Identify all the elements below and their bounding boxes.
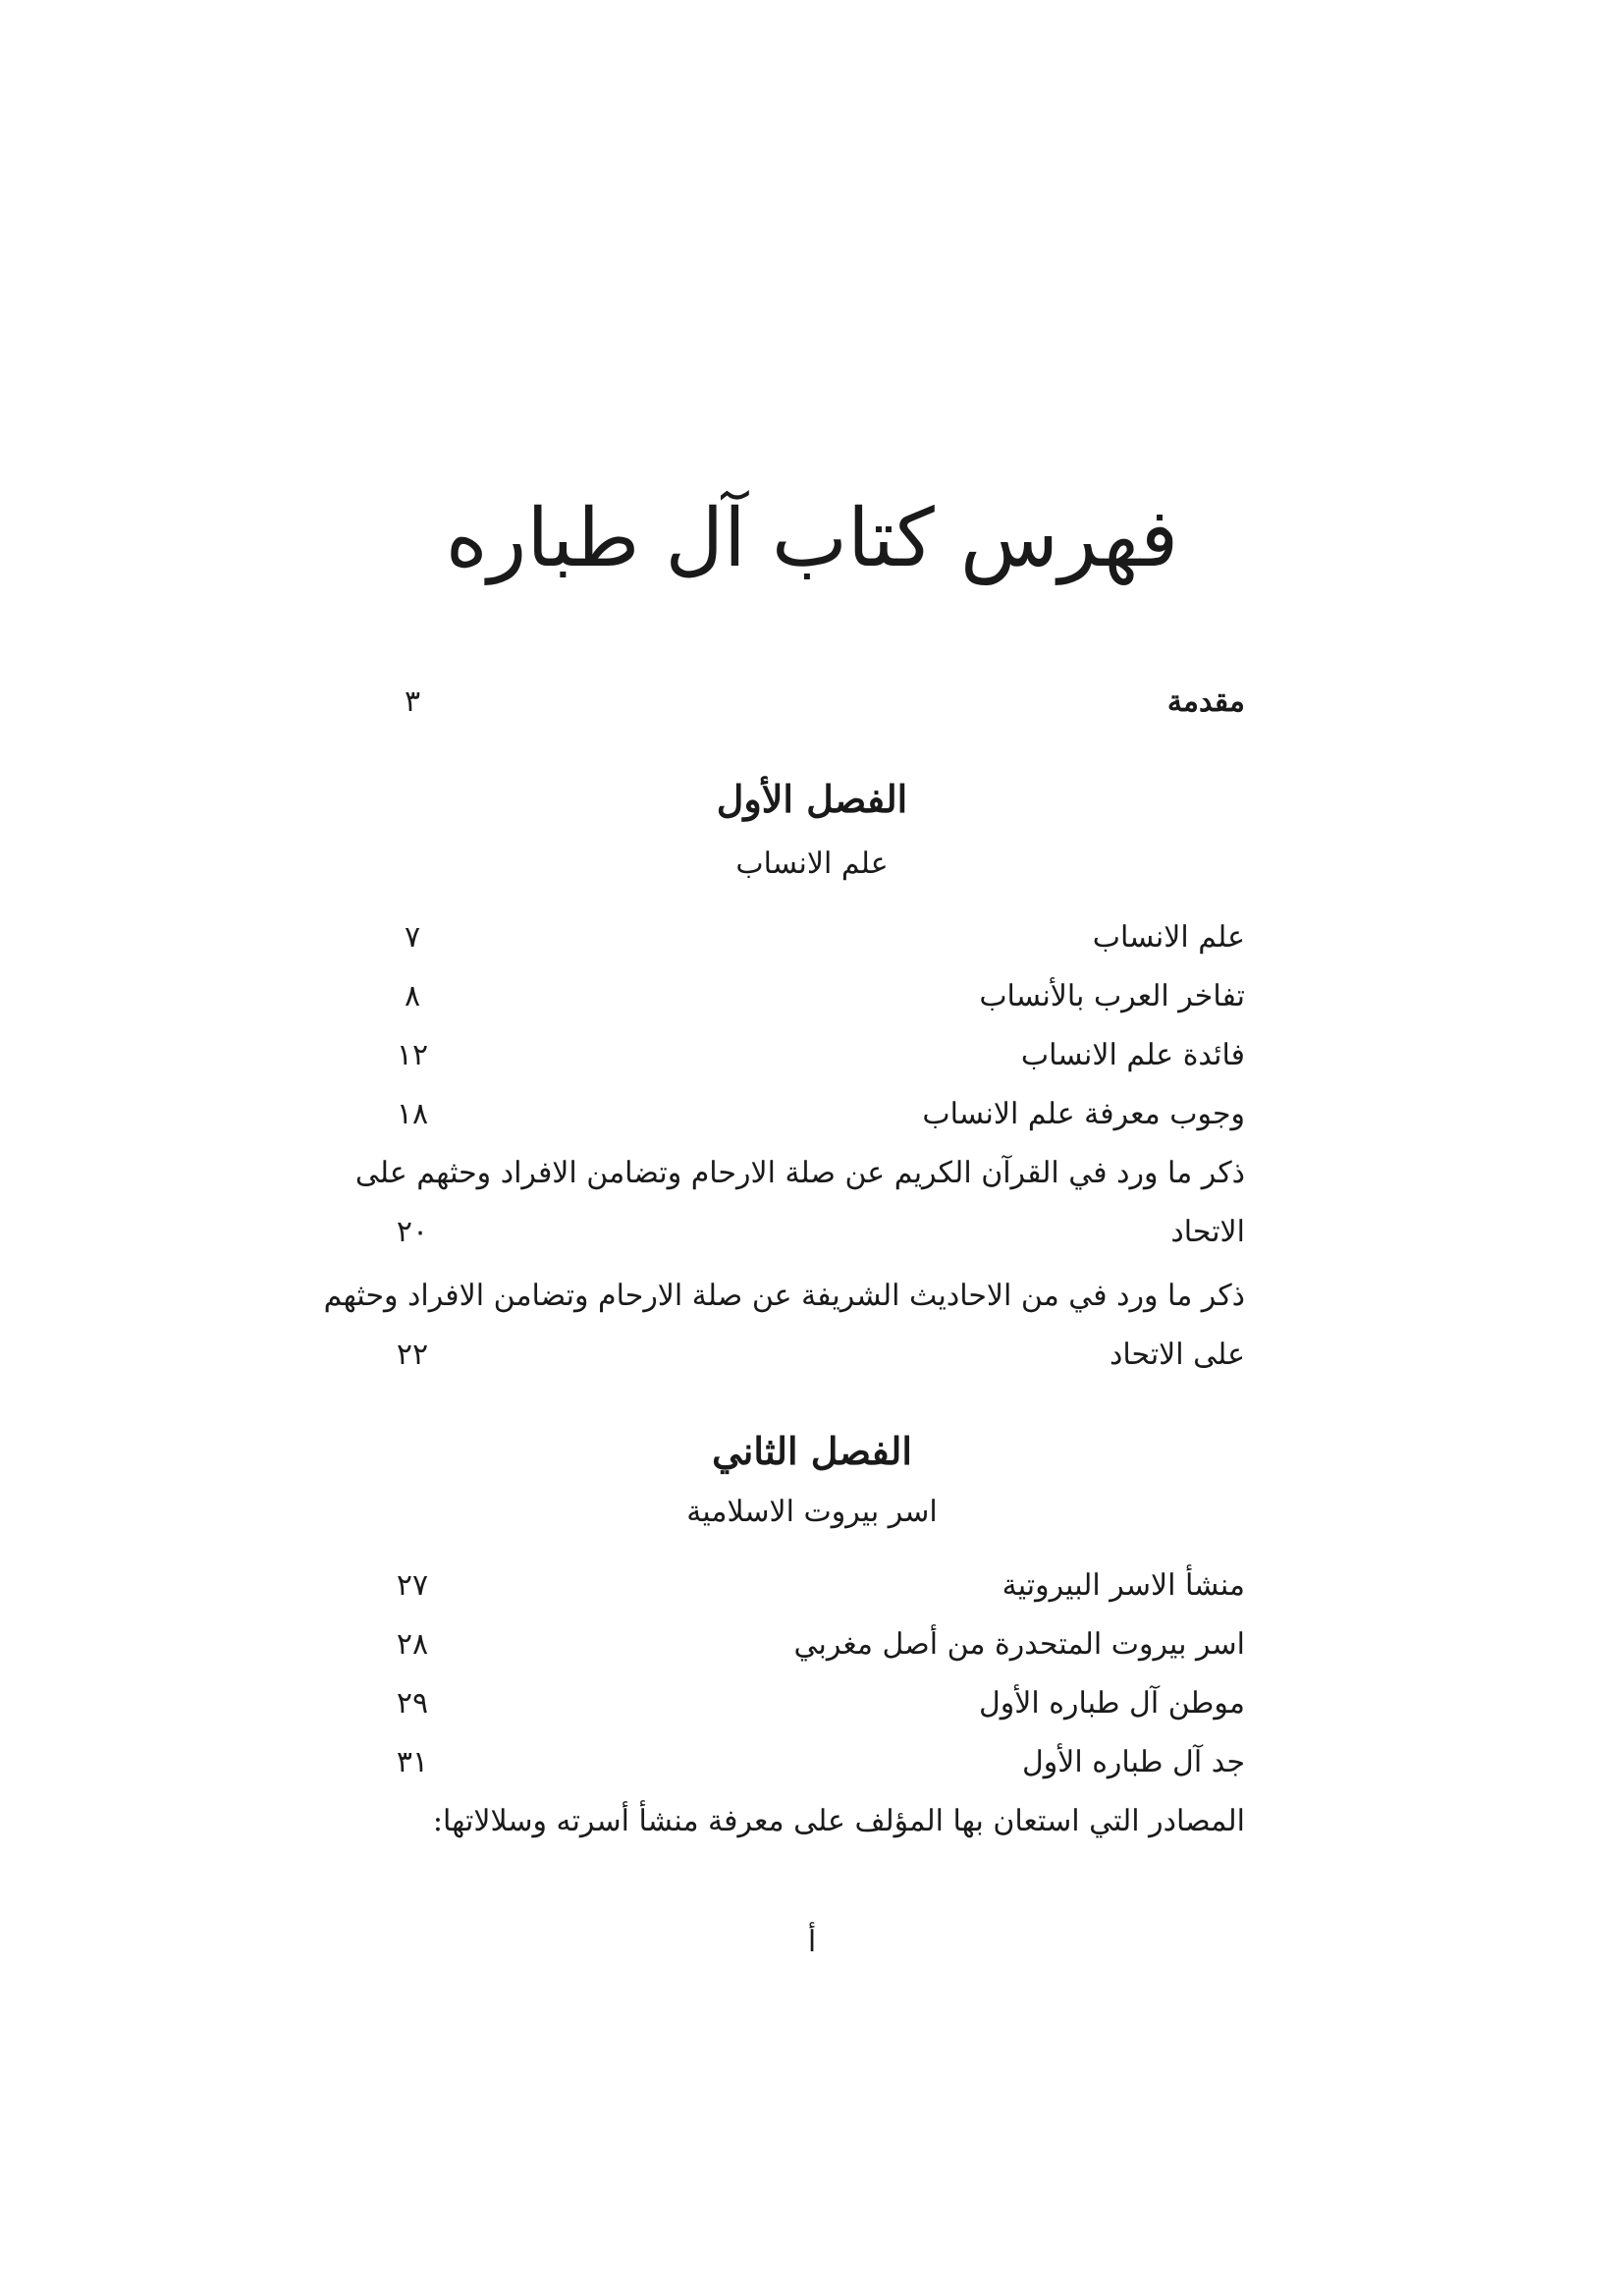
toc-entry-line1: ذكر ما ورد في من الاحاديث الشريفة عن صلة الارحام وتضامن الافراد وحثهم (323, 1279, 1245, 1313)
toc-entry (393, 1557, 1245, 1615)
toc-entry (393, 1203, 1245, 1262)
toc-entry-page: ٨ (404, 979, 421, 1013)
toc-entry-label: علم الانساب (1092, 920, 1245, 955)
toc-entry-label: فائدة علم الانساب (1020, 1038, 1245, 1072)
chapter2-heading: الفصل الثاني (712, 1429, 912, 1473)
toc-entry-page: ٢٨ (396, 1627, 429, 1662)
toc-entry (393, 1674, 1245, 1733)
toc-entry-page: ٢٠ (396, 1215, 429, 1249)
chapter1-heading: الفصل الأول (716, 777, 908, 821)
toc-entry-line1: ذكر ما ورد في القرآن الكريم عن صلة الارحام وتضامن الافراد وحثهم على (354, 1156, 1245, 1190)
toc-entry-label: اسر بيروت المتحدرة من أصل مغربي (793, 1627, 1245, 1662)
toc-entry-page: ٢٢ (396, 1338, 429, 1372)
toc-entry-page: ٧ (404, 920, 421, 955)
toc-entry-label: الاتحاد (1170, 1215, 1245, 1249)
toc-entry (393, 1326, 1245, 1385)
toc-entry-page: ١٢ (396, 1038, 429, 1072)
toc-entry (393, 908, 1245, 967)
page-title: فهرس كتاب آل طباره (445, 492, 1179, 585)
toc-entry-page: ٣ (404, 684, 421, 719)
toc-entry (393, 1615, 1245, 1674)
toc-entry (393, 967, 1245, 1026)
toc-entry-page: ٣١ (396, 1745, 429, 1779)
toc-entry (393, 1733, 1245, 1792)
sources-line: المصادر التي استعان بها المؤلف على معرفة منشأ أسرته وسلالاتها: (432, 1804, 1245, 1838)
chapter1-subheading: علم الانساب (735, 847, 889, 881)
toc-entry (393, 1026, 1245, 1085)
toc-entry (393, 1085, 1245, 1144)
toc-entry-label: تفاخر العرب بالأنساب (979, 979, 1245, 1013)
toc-entry-page: ٢٧ (396, 1568, 429, 1603)
toc-entry-page: ١٨ (396, 1097, 429, 1131)
toc-entry-label: على الاتحاد (1109, 1338, 1245, 1372)
toc-entry-label: جد آل طباره الأول (1021, 1745, 1245, 1779)
toc-entry-page: ٢٩ (396, 1686, 429, 1721)
toc-entry-intro (393, 673, 1245, 732)
toc-entry-label: مقدمة (1166, 684, 1245, 719)
toc-entry-label: منشأ الاسر البيروتية (1001, 1568, 1245, 1603)
page-number: أ (807, 1925, 817, 1959)
chapter2-subheading: اسر بيروت الاسلامية (686, 1495, 938, 1529)
toc-entry-label: موطن آل طباره الأول (978, 1686, 1245, 1721)
toc-entry-label: وجوب معرفة علم الانساب (922, 1097, 1245, 1131)
